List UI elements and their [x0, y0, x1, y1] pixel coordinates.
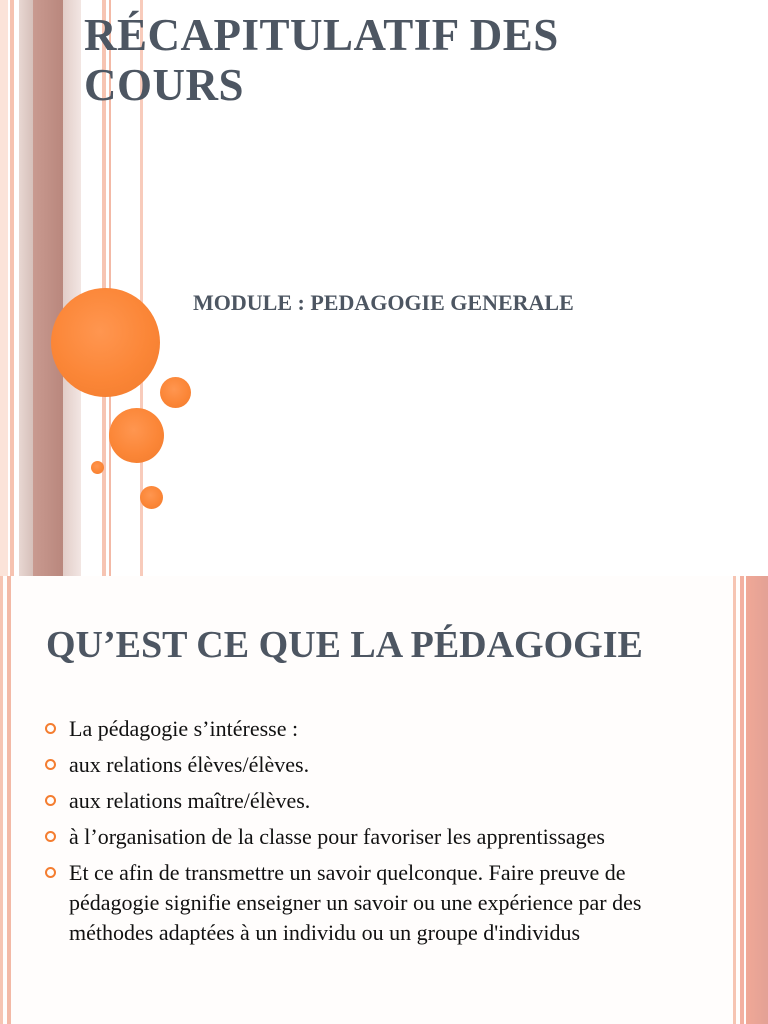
- slide-subtitle: MODULE : PEDAGOGIE GENERALE: [193, 290, 574, 315]
- bullet-icon: [45, 795, 56, 806]
- decor-circle-tiny: [91, 461, 104, 474]
- bullet-item: [45, 786, 645, 816]
- stripe-right-wide: [746, 576, 768, 1024]
- stripe-rose-wide: [33, 0, 63, 576]
- decor-circle-medium: [109, 408, 164, 463]
- slide-title: RÉCAPITULATIF DES COURS: [84, 10, 559, 110]
- bullet-item: [45, 750, 645, 780]
- decor-circle-small-2: [140, 486, 163, 509]
- stripe-thin: [10, 0, 14, 576]
- stripe-left-edge: [0, 576, 3, 1024]
- bullet-item: [45, 858, 645, 948]
- bullet-text: à l’organisation de la classe pour favoriser les apprentissages: [69, 824, 605, 849]
- bullet-item: [45, 714, 645, 744]
- decor-circle-large: [51, 288, 160, 397]
- decor-circle-small: [160, 377, 191, 408]
- stripe-edge: [0, 0, 8, 576]
- bullet-text: aux relations élèves/élèves.: [69, 752, 310, 777]
- bullet-list: [45, 714, 645, 954]
- bullet-icon: [45, 867, 56, 878]
- content-slide: [0, 576, 768, 1024]
- bullet-icon: [45, 831, 56, 842]
- bullet-item: [45, 822, 645, 852]
- stripe-left: [7, 576, 11, 1024]
- stripe-right-2: [740, 576, 744, 1024]
- stripe-right-1: [733, 576, 736, 1024]
- bullet-text: Et ce afin de transmettre un savoir quelconque. Faire preuve de pédagogie signifie enseigner un savoir ou une expérience par des méthodes adaptées à un individu ou un groupe d'individus: [69, 860, 642, 945]
- bullet-text: aux relations maître/élèves.: [69, 788, 311, 813]
- stripe-light: [63, 0, 81, 576]
- bullet-icon: [45, 759, 56, 770]
- stripe-gray: [19, 0, 33, 576]
- bullet-icon: [45, 723, 56, 734]
- bullet-text: La pédagogie s’intéresse :: [69, 716, 299, 741]
- slide-title: QU’EST CE QUE LA PÉDAGOGIE: [46, 624, 643, 666]
